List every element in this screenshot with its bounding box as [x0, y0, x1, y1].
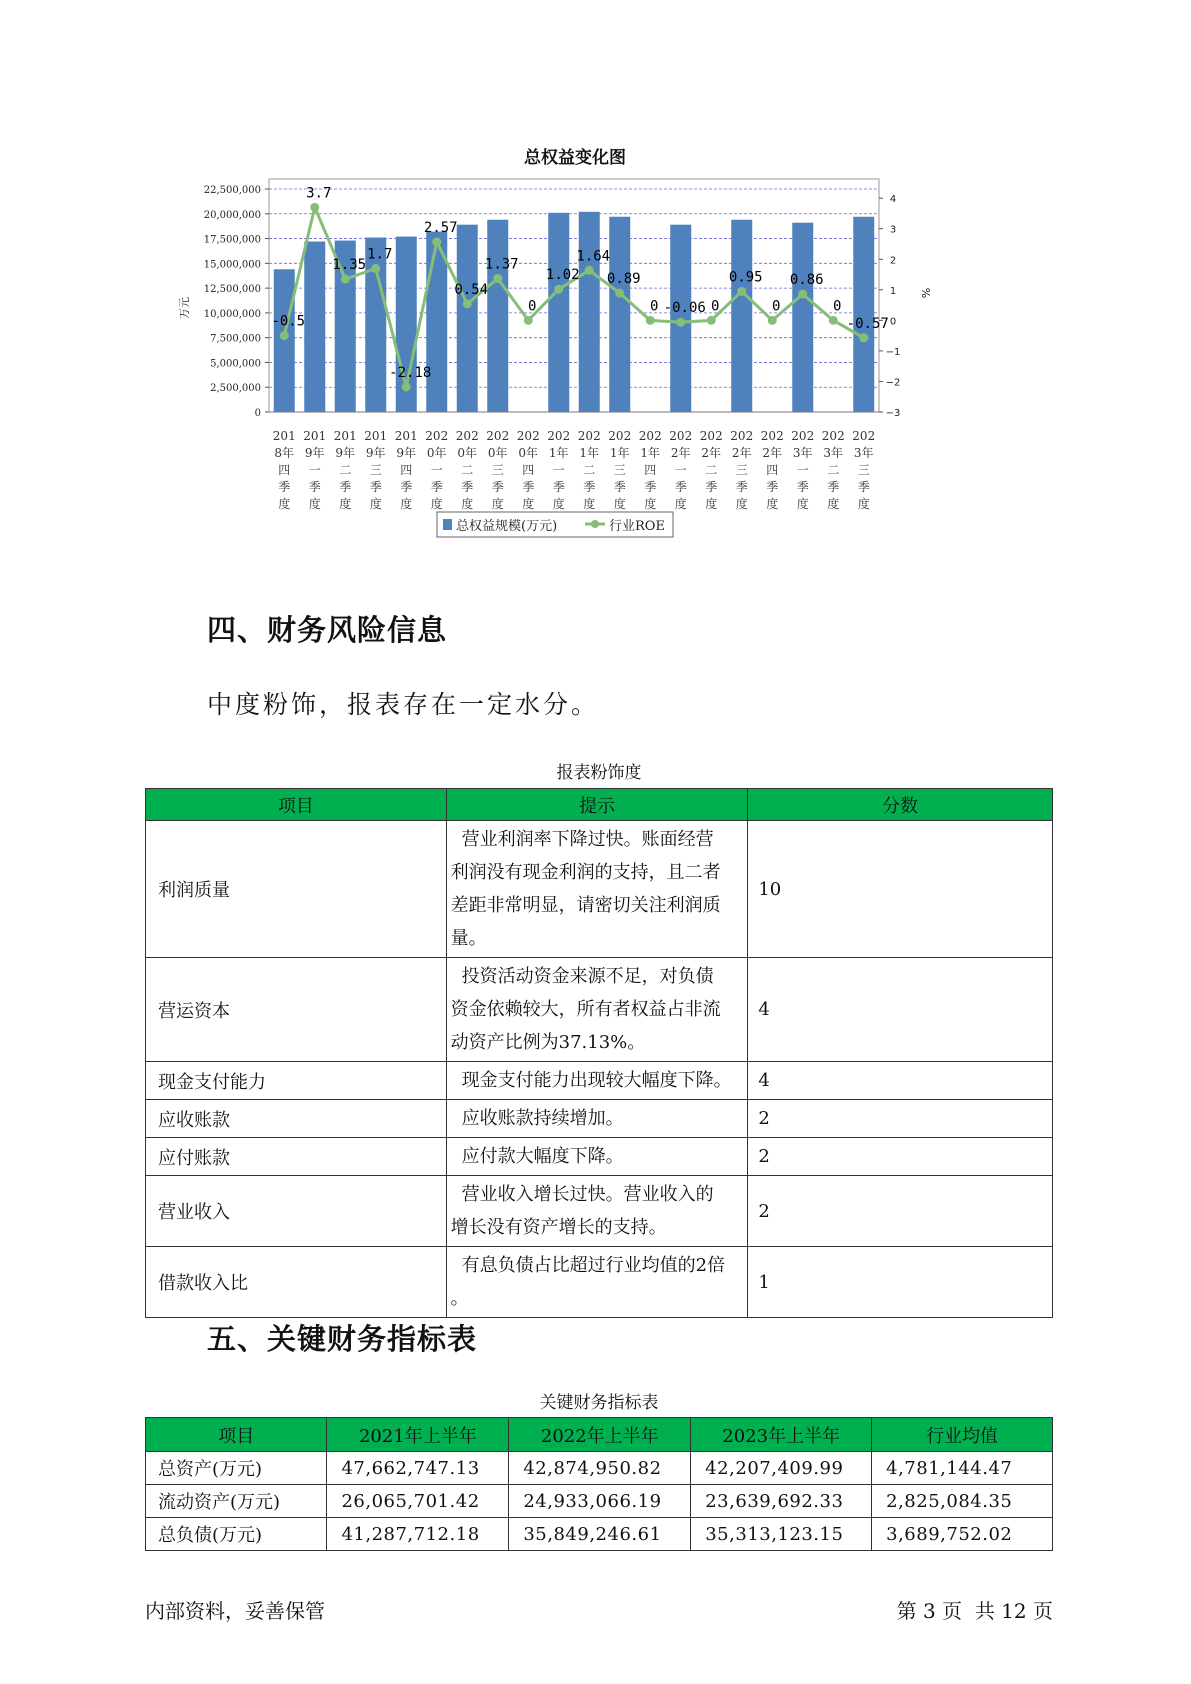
category-label: 三 — [735, 463, 748, 477]
kpi-value-cell: 42,874,950.82 — [509, 1452, 691, 1485]
category-label: 三 — [613, 463, 626, 477]
roe-point — [341, 275, 350, 284]
category-label: 201 — [364, 429, 388, 443]
category-label: 9年 — [335, 446, 356, 460]
roe-data-label: 1.64 — [576, 248, 611, 265]
right-tick-label: 1 — [889, 285, 897, 297]
category-label: 202 — [791, 429, 815, 443]
risk-item-cell: 借款收入比 — [146, 1247, 447, 1318]
right-tick-label: −3 — [885, 408, 901, 419]
risk-hint-line: 有息负债占比超过行业均值的2倍 — [461, 1255, 726, 1276]
category-label: 二 — [461, 463, 474, 477]
risk-table-row — [146, 1247, 1053, 1318]
chart-title: 总权益变化图 — [524, 148, 626, 168]
bar — [487, 220, 508, 412]
risk-header-score: 分数 — [748, 789, 1053, 821]
kpi-value-cell: 35,313,123.15 — [691, 1518, 872, 1551]
category-label: 度 — [339, 497, 352, 511]
kpi-value-cell: 23,639,692.33 — [691, 1485, 872, 1518]
risk-score-cell: 4 — [748, 958, 1053, 1062]
risk-hint-line: 应付款大幅度下降。 — [461, 1146, 624, 1167]
risk-table-caption: 报表粉饰度 — [556, 763, 642, 783]
category-label: 三 — [491, 463, 504, 477]
roe-point — [493, 274, 502, 283]
risk-score-cell: 10 — [748, 821, 1053, 958]
left-tick-label: 7,500,000 — [210, 333, 261, 345]
category-label: 一 — [430, 463, 443, 477]
left-tick-label: 20,000,000 — [203, 209, 261, 221]
category-label: 度 — [735, 497, 748, 511]
roe-data-label: 0 — [833, 298, 842, 315]
category-label: 季 — [552, 480, 565, 494]
right-tick-label: 4 — [889, 194, 897, 206]
bar — [579, 212, 600, 412]
category-label: 季 — [400, 480, 413, 494]
left-tick-label: 0 — [254, 408, 261, 419]
category-label: 季 — [674, 480, 687, 494]
category-label: 季 — [430, 480, 443, 494]
roe-data-label: 0.86 — [789, 272, 824, 289]
category-label: 度 — [644, 497, 657, 511]
category-label: 季 — [827, 480, 840, 494]
risk-score-cell: 4 — [748, 1062, 1053, 1100]
roe-data-label: 3.7 — [306, 185, 332, 202]
category-label: 202 — [608, 429, 632, 443]
risk-hint-line: 。 — [450, 1288, 469, 1309]
category-label: 9年 — [365, 446, 386, 460]
left-tick-label: 12,500,000 — [203, 284, 261, 296]
risk-table-row — [146, 1176, 1053, 1247]
category-label: 一 — [796, 463, 809, 477]
roe-point — [310, 203, 319, 212]
kpi-header-2021h1: 2021年上半年 — [327, 1418, 509, 1452]
category-label: 二 — [583, 463, 596, 477]
category-label: 三 — [369, 463, 382, 477]
kpi-item-cell: 总资产(万元) — [146, 1452, 327, 1485]
risk-hint-cell — [446, 1176, 748, 1247]
category-label: 度 — [308, 497, 321, 511]
category-label: 度 — [552, 497, 565, 511]
roe-point — [554, 285, 563, 294]
category-label: 季 — [522, 480, 535, 494]
roe-data-label: 0 — [711, 298, 720, 315]
risk-header-hint: 提示 — [446, 789, 748, 821]
roe-point — [737, 287, 746, 296]
category-label: 季 — [613, 480, 626, 494]
category-label: 0年 — [518, 446, 539, 460]
risk-table-row — [146, 958, 1053, 1062]
right-tick-label: −2 — [885, 377, 901, 389]
roe-data-label: 0.89 — [606, 271, 641, 288]
category-label: 202 — [760, 429, 784, 443]
kpi-item-cell: 总负债(万元) — [146, 1518, 327, 1551]
roe-point — [280, 331, 289, 340]
risk-hint-cell — [446, 821, 748, 958]
category-label: 202 — [577, 429, 601, 443]
kpi-table-header-row — [146, 1418, 1053, 1452]
roe-data-label: 1.02 — [545, 267, 580, 284]
category-label: 度 — [400, 497, 413, 511]
category-label: 度 — [583, 497, 596, 511]
category-label: 9年 — [304, 446, 325, 460]
risk-hint-line: 资金依赖较大，所有者权益占非流 — [450, 999, 721, 1020]
roe-point — [402, 382, 411, 391]
right-tick-label: 0 — [889, 316, 897, 328]
kpi-header-2022h1: 2022年上半年 — [509, 1418, 691, 1452]
category-label: 季 — [766, 480, 779, 494]
kpi-table-row — [146, 1485, 1053, 1518]
roe-point — [524, 316, 533, 325]
right-axis-label: % — [919, 287, 932, 299]
category-label: 3年 — [853, 446, 874, 460]
category-label: 季 — [735, 480, 748, 494]
risk-table-header-row — [146, 789, 1053, 821]
category-label: 二 — [827, 463, 840, 477]
category-label: 季 — [369, 480, 382, 494]
roe-data-label: 0 — [772, 298, 781, 315]
category-label: 0年 — [457, 446, 478, 460]
kpi-table-caption: 关键财务指标表 — [539, 1393, 659, 1413]
section4-summary: 中度粉饰，报表存在一定水分。 — [207, 690, 600, 719]
risk-hint-cell — [446, 1100, 748, 1138]
roe-point — [768, 316, 777, 325]
category-label: 度 — [369, 497, 382, 511]
risk-score-cell: 2 — [748, 1100, 1053, 1138]
risk-hint-cell — [446, 958, 748, 1062]
roe-point — [371, 264, 380, 273]
category-label: 202 — [821, 429, 845, 443]
roe-data-label: 0.95 — [728, 269, 763, 286]
bar — [548, 213, 569, 412]
category-label: 度 — [674, 497, 687, 511]
risk-hint-line: 增长没有资产增长的支持。 — [450, 1217, 667, 1238]
category-label: 度 — [796, 497, 809, 511]
roe-data-label: -0.57 — [846, 315, 889, 332]
chart-canvas — [180, 135, 970, 595]
legend-line-marker — [591, 520, 599, 528]
roe-point — [646, 316, 655, 325]
risk-item-cell: 应付账款 — [146, 1138, 447, 1176]
roe-point — [585, 266, 594, 275]
category-label: 二 — [705, 463, 718, 477]
category-label: 三 — [857, 463, 870, 477]
category-label: 四 — [278, 463, 291, 477]
bar — [731, 220, 752, 412]
category-label: 1年 — [640, 446, 661, 460]
risk-item-cell: 现金支付能力 — [146, 1062, 447, 1100]
kpi-value-cell: 24,933,066.19 — [509, 1485, 691, 1518]
kpi-value-cell: 41,287,712.18 — [327, 1518, 509, 1551]
category-label: 202 — [730, 429, 754, 443]
category-label: 3年 — [792, 446, 813, 460]
kpi-table — [145, 1417, 1053, 1551]
kpi-header-industry-avg: 行业均值 — [872, 1418, 1053, 1452]
category-label: 202 — [852, 429, 876, 443]
category-label: 度 — [461, 497, 474, 511]
risk-hint-line: 投资活动资金来源不足，对负债 — [461, 966, 714, 987]
category-label: 四 — [644, 463, 657, 477]
roe-data-label: 0.54 — [454, 281, 489, 298]
risk-hint-line: 应收账款持续增加。 — [461, 1108, 624, 1129]
risk-score-cell: 2 — [748, 1176, 1053, 1247]
category-label: 季 — [583, 480, 596, 494]
left-tick-label: 15,000,000 — [203, 259, 261, 271]
roe-data-label: -0.06 — [663, 300, 706, 317]
kpi-header-2023h1: 2023年上半年 — [691, 1418, 872, 1452]
category-label: 2年 — [701, 446, 722, 460]
left-axis-label: 万元 — [178, 297, 191, 319]
category-label: 202 — [425, 429, 449, 443]
category-label: 201 — [303, 429, 327, 443]
footer-page-number: 第 3 页 共 12 页 — [896, 1599, 1053, 1623]
left-tick-label: 17,500,000 — [203, 234, 261, 246]
category-label: 季 — [705, 480, 718, 494]
right-tick-label: 2 — [889, 255, 897, 267]
risk-hint-cell — [446, 1062, 748, 1100]
kpi-value-cell: 2,825,084.35 — [872, 1485, 1053, 1518]
category-label: 一 — [674, 463, 687, 477]
kpi-value-cell: 35,849,246.61 — [509, 1518, 691, 1551]
section4-heading: 四、财务风险信息 — [207, 613, 448, 647]
category-label: 2年 — [731, 446, 752, 460]
bar — [274, 269, 295, 412]
category-label: 8年 — [274, 446, 295, 460]
roe-data-label: 1.7 — [367, 246, 393, 263]
risk-table-row — [146, 821, 1053, 958]
category-label: 度 — [522, 497, 535, 511]
category-label: 2年 — [670, 446, 691, 460]
category-label: 度 — [766, 497, 779, 511]
category-label: 季 — [857, 480, 870, 494]
category-label: 1年 — [548, 446, 569, 460]
roe-point — [707, 316, 716, 325]
roe-data-label: 1.37 — [484, 256, 519, 273]
category-label: 二 — [339, 463, 352, 477]
risk-hint-line: 差距非常明显，请密切关注利润质 — [450, 895, 721, 916]
risk-table-row — [146, 1062, 1053, 1100]
roe-point — [798, 290, 807, 299]
category-label: 季 — [278, 480, 291, 494]
risk-hint-line: 动资产比例为37.13%。 — [450, 1032, 646, 1053]
category-label: 度 — [430, 497, 443, 511]
risk-table-row — [146, 1138, 1053, 1176]
left-tick-label: 10,000,000 — [203, 308, 261, 320]
category-label: 季 — [308, 480, 321, 494]
risk-hint-line: 利润没有现金利润的支持，且二者 — [450, 862, 721, 883]
category-label: 度 — [857, 497, 870, 511]
category-label: 202 — [547, 429, 571, 443]
category-label: 季 — [461, 480, 474, 494]
roe-data-label: 2.57 — [423, 219, 458, 236]
roe-data-label: -2.18 — [389, 364, 432, 381]
risk-score-cell: 2 — [748, 1138, 1053, 1176]
category-label: 度 — [491, 497, 504, 511]
category-label: 0年 — [426, 446, 447, 460]
roe-point — [829, 316, 838, 325]
legend-bar-swatch — [443, 519, 452, 530]
category-label: 度 — [827, 497, 840, 511]
roe-data-label: 0 — [528, 298, 537, 315]
legend-line-label: 行业ROE — [609, 519, 665, 534]
risk-hint-line: 营业利润率下降过快。账面经营 — [461, 829, 714, 850]
kpi-table-row — [146, 1452, 1053, 1485]
category-label: 202 — [699, 429, 723, 443]
risk-hint-cell — [446, 1138, 748, 1176]
legend-bar-label: 总权益规模(万元) — [456, 519, 558, 534]
risk-hint-line: 现金支付能力出现较大幅度下降。 — [461, 1070, 732, 1091]
roe-point — [463, 299, 472, 308]
left-tick-label: 5,000,000 — [210, 358, 261, 370]
category-label: 一 — [552, 463, 565, 477]
bar — [609, 217, 630, 412]
category-label: 1年 — [579, 446, 600, 460]
category-label: 9年 — [396, 446, 417, 460]
right-tick-label: 3 — [889, 224, 897, 236]
category-label: 0年 — [487, 446, 508, 460]
category-label: 四 — [522, 463, 535, 477]
kpi-value-cell: 47,662,747.13 — [327, 1452, 509, 1485]
kpi-value-cell: 3,689,752.02 — [872, 1518, 1053, 1551]
footer-confidential: 内部资料，妥善保管 — [145, 1599, 325, 1623]
category-label: 202 — [669, 429, 693, 443]
bar — [365, 238, 386, 412]
risk-hint-line: 营业收入增长过快。营业收入的 — [461, 1184, 714, 1205]
category-label: 度 — [705, 497, 718, 511]
category-label: 季 — [796, 480, 809, 494]
left-tick-label: 2,500,000 — [210, 383, 261, 395]
kpi-item-cell: 流动资产(万元) — [146, 1485, 327, 1518]
category-label: 3年 — [823, 446, 844, 460]
category-label: 度 — [613, 497, 626, 511]
bar — [853, 217, 874, 412]
bar — [457, 225, 478, 412]
category-label: 季 — [491, 480, 504, 494]
risk-header-item: 项目 — [146, 789, 447, 821]
equity-chart — [180, 135, 970, 595]
kpi-value-cell: 26,065,701.42 — [327, 1485, 509, 1518]
category-label: 202 — [486, 429, 510, 443]
category-label: 四 — [400, 463, 413, 477]
risk-hint-cell — [446, 1247, 748, 1318]
category-label: 1年 — [609, 446, 630, 460]
risk-item-cell: 应收账款 — [146, 1100, 447, 1138]
section5-heading: 五、关键财务指标表 — [207, 1322, 478, 1356]
roe-data-label: 1.35 — [332, 257, 367, 274]
category-label: 201 — [333, 429, 357, 443]
roe-point — [676, 318, 685, 327]
bar — [304, 242, 325, 412]
roe-point — [859, 333, 868, 342]
kpi-value-cell: 4,781,144.47 — [872, 1452, 1053, 1485]
risk-item-cell: 利润质量 — [146, 821, 447, 958]
category-label: 202 — [516, 429, 540, 443]
risk-score-cell: 1 — [748, 1247, 1053, 1318]
roe-point — [615, 289, 624, 298]
bar — [792, 223, 813, 412]
category-label: 季 — [339, 480, 352, 494]
risk-table — [145, 788, 1053, 1318]
category-label: 2年 — [762, 446, 783, 460]
risk-table-row — [146, 1100, 1053, 1138]
roe-point — [432, 237, 441, 246]
category-label: 201 — [272, 429, 296, 443]
right-tick-label: −1 — [885, 346, 901, 358]
category-label: 季 — [644, 480, 657, 494]
risk-item-cell: 营运资本 — [146, 958, 447, 1062]
risk-hint-line: 量。 — [450, 928, 487, 949]
kpi-value-cell: 42,207,409.99 — [691, 1452, 872, 1485]
roe-data-label: 0 — [650, 298, 659, 315]
category-label: 一 — [308, 463, 321, 477]
kpi-header-item: 项目 — [146, 1418, 327, 1452]
category-label: 202 — [455, 429, 479, 443]
roe-data-label: -0.5 — [271, 313, 306, 330]
left-tick-label: 22,500,000 — [203, 185, 261, 196]
category-label: 度 — [278, 497, 291, 511]
risk-item-cell: 营业收入 — [146, 1176, 447, 1247]
category-label: 四 — [766, 463, 779, 477]
category-label: 202 — [638, 429, 662, 443]
kpi-table-row — [146, 1518, 1053, 1551]
category-label: 201 — [394, 429, 418, 443]
